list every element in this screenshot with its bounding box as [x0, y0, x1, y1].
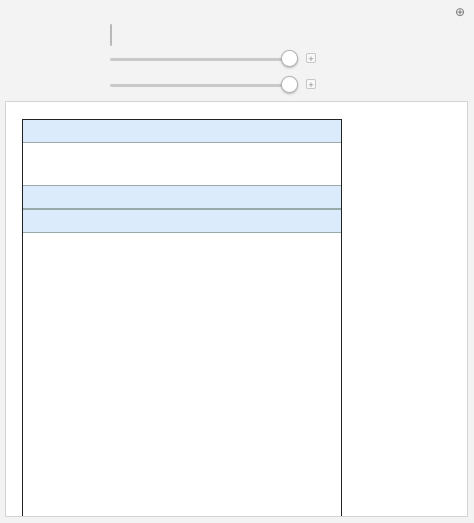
room-numbers-header [23, 209, 341, 233]
ship-header [23, 185, 341, 209]
room-row [23, 143, 341, 164]
width-expand-icon[interactable]: + [306, 79, 316, 89]
guest-label [23, 164, 101, 185]
width-control-row [0, 74, 474, 96]
output-panel [5, 101, 468, 517]
new-guests-slider-thumb[interactable] [281, 50, 298, 67]
width-slider-thumb[interactable] [281, 76, 298, 93]
guest-row [23, 164, 341, 185]
new-guests-control-row [0, 48, 474, 70]
output-grid [22, 119, 342, 517]
full-hotel-header [23, 120, 341, 143]
room-label [23, 143, 101, 164]
plus-icon[interactable]: ⊕ [454, 5, 466, 19]
guests-control-row [0, 23, 474, 45]
width-slider-track[interactable] [110, 84, 298, 87]
new-guests-slider-track[interactable] [110, 58, 298, 61]
new-guests-expand-icon[interactable]: + [306, 53, 316, 63]
guests-setter-bar [110, 24, 112, 46]
